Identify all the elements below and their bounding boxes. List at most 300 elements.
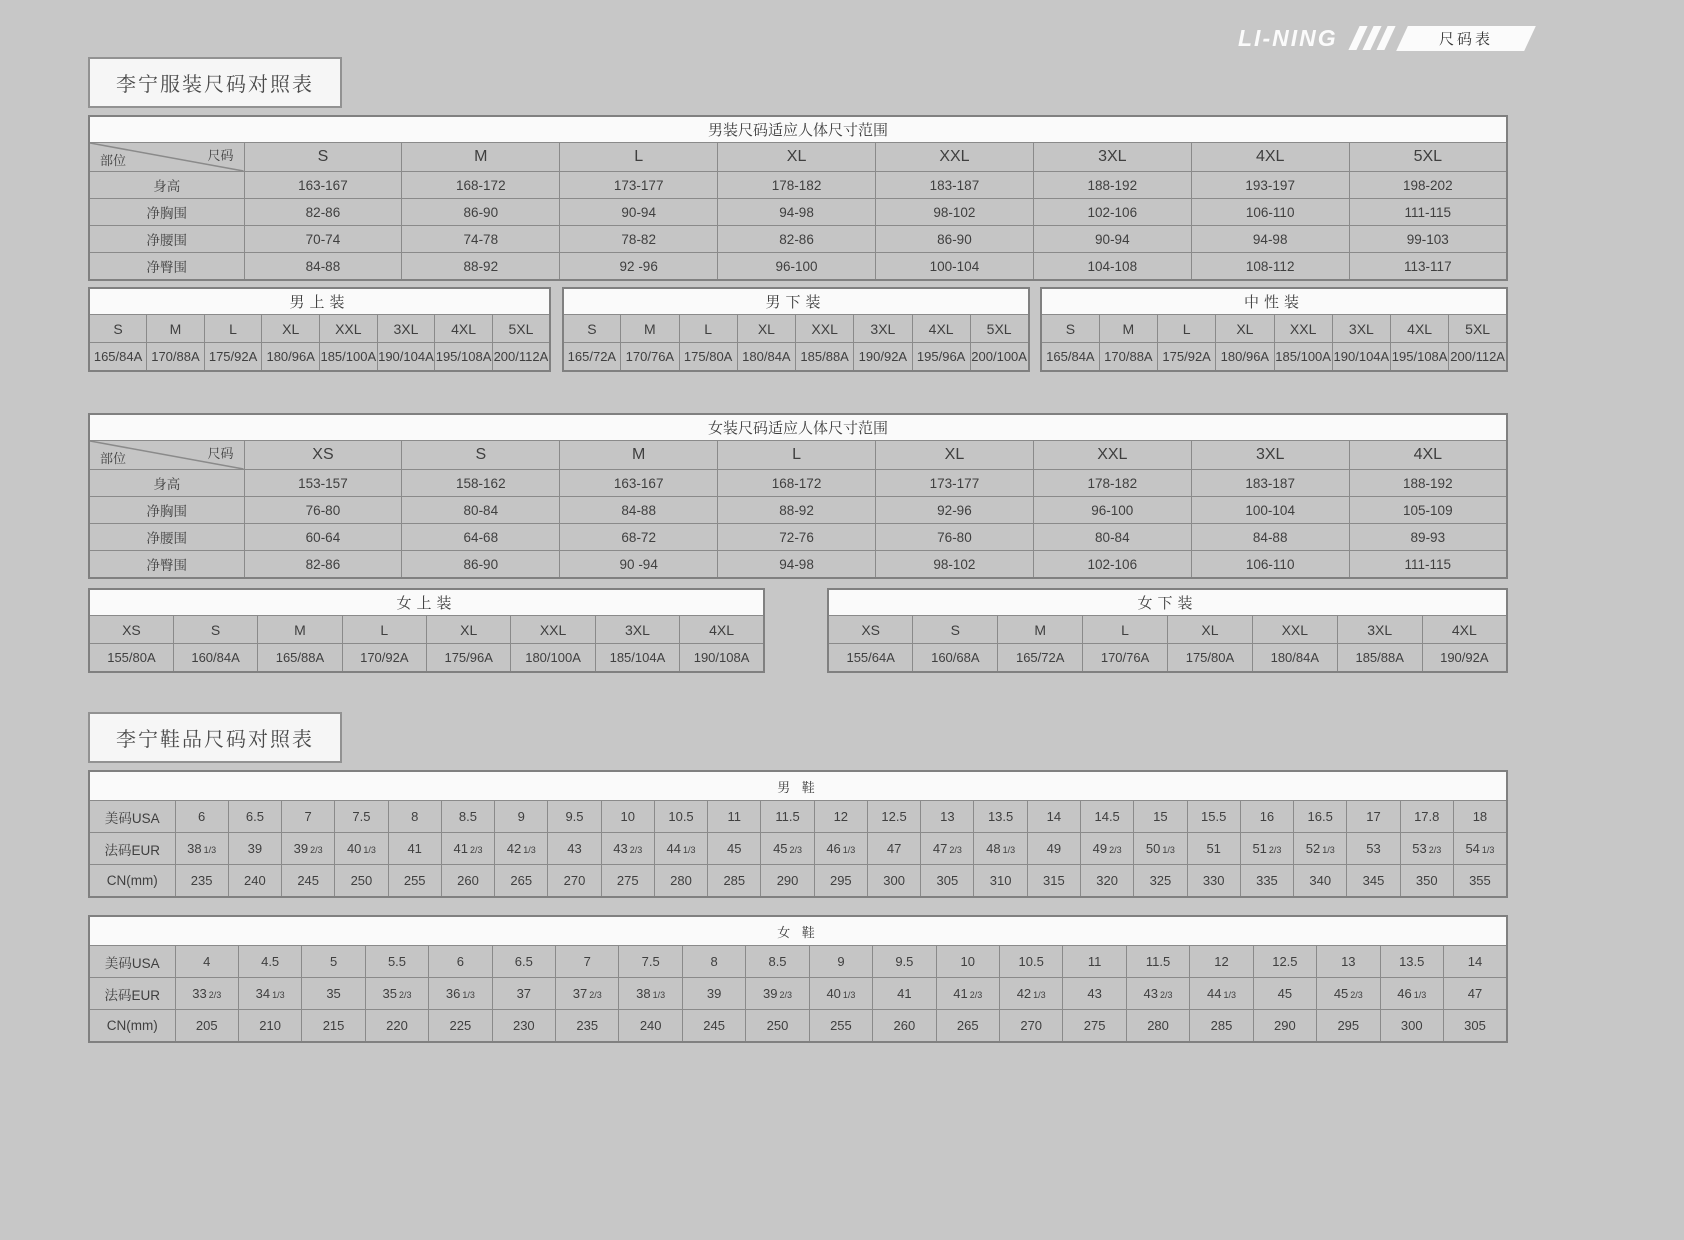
- shoe-row-label-cell: CN(mm): [89, 1010, 175, 1043]
- shoe-size-usa-cell: 4: [175, 946, 238, 978]
- shoe-size-eur-cell: 38 1/3: [619, 978, 682, 1010]
- fraction-label: 1/3: [1033, 990, 1046, 1000]
- unisex-table: [1040, 287, 1508, 372]
- size-range-cell: 111-115: [1349, 199, 1507, 226]
- size-header-cell: XXL: [1252, 616, 1337, 644]
- size-header-cell: 4XL: [1191, 143, 1349, 172]
- size-range-cell: 98-102: [876, 199, 1034, 226]
- shoe-size-cn-cell: 265: [936, 1010, 999, 1043]
- fraction-label: 1/3: [1162, 845, 1175, 855]
- size-header-cell: S: [173, 616, 257, 644]
- shoe-size-cn-cell: 325: [1134, 865, 1187, 898]
- size-range-cell: 92-96: [876, 497, 1034, 524]
- size-header-cell: 3XL: [1337, 616, 1422, 644]
- size-header-cell: 5XL: [970, 315, 1028, 343]
- size-range-cell: 188-192: [1033, 172, 1191, 199]
- shoe-size-eur-cell: 49: [1027, 833, 1080, 865]
- table-title-band: 女上装: [89, 589, 764, 616]
- shoe-size-usa-cell: 15.5: [1187, 801, 1240, 833]
- fraction-label: 2/3: [629, 845, 643, 855]
- size-range-cell: 168-172: [718, 470, 876, 497]
- fraction-label: 1/3: [363, 845, 376, 855]
- shoe-size-usa-cell: 10.5: [999, 946, 1062, 978]
- size-header-cell: M: [147, 315, 205, 343]
- size-spec-cell: 195/96A: [912, 343, 970, 372]
- size-header-cell: 5XL: [1349, 143, 1507, 172]
- shoe-size-usa-cell: 16: [1240, 801, 1293, 833]
- size-spec-cell: 185/88A: [796, 343, 854, 372]
- shoe-size-cn-cell: 255: [809, 1010, 872, 1043]
- womens-tops-table: [88, 588, 765, 673]
- fraction-label: 2/3: [779, 990, 792, 1000]
- shoe-size-cn-cell: 260: [873, 1010, 936, 1043]
- shoe-size-usa-cell: 14.5: [1081, 801, 1134, 833]
- shoe-size-eur-cell: 41: [873, 978, 936, 1010]
- size-header-cell: XL: [262, 315, 320, 343]
- size-header-cell: 4XL: [1349, 441, 1507, 470]
- size-header-cell: M: [560, 441, 718, 470]
- table-title-band: 男上装: [89, 288, 550, 315]
- fraction-label: 1/3: [1413, 990, 1427, 1000]
- shoe-size-eur-cell: 47: [867, 833, 920, 865]
- size-spec-cell: 190/92A: [854, 343, 912, 372]
- size-chart-tag: [1396, 26, 1536, 51]
- shoe-size-eur-cell: 38 1/3: [175, 833, 228, 865]
- fraction-label: 2/3: [589, 990, 602, 1000]
- shoe-size-cn-cell: 275: [601, 865, 654, 898]
- shoe-size-cn-cell: 235: [556, 1010, 619, 1043]
- size-spec-cell: 185/88A: [1337, 644, 1422, 673]
- fraction-label: 1/3: [1481, 845, 1495, 855]
- size-spec-cell: 170/76A: [621, 343, 679, 372]
- fraction-label: 2/3: [789, 845, 803, 855]
- size-header-cell: XXL: [796, 315, 854, 343]
- shoe-size-usa-cell: 6: [429, 946, 492, 978]
- fraction-label: 1/3: [462, 990, 475, 1000]
- fraction-label: 2/3: [398, 990, 412, 1000]
- fraction-label: 2/3: [1109, 845, 1122, 855]
- size-range-cell: 86-90: [402, 199, 560, 226]
- shoe-size-cn-cell: 220: [365, 1010, 428, 1043]
- size-spec-cell: 180/84A: [737, 343, 795, 372]
- shoe-size-eur-cell: 36 1/3: [429, 978, 492, 1010]
- size-range-cell: 94-98: [718, 551, 876, 579]
- shoe-size-eur-cell: 45: [708, 833, 761, 865]
- size-range-cell: 74-78: [402, 226, 560, 253]
- measure-label-cell: 净胸围: [89, 199, 244, 226]
- size-range-cell: 90-94: [1033, 226, 1191, 253]
- shoe-size-cn-cell: 260: [441, 865, 494, 898]
- size-range-cell: 163-167: [244, 172, 402, 199]
- size-range-cell: 193-197: [1191, 172, 1349, 199]
- size-range-cell: 84-88: [560, 497, 718, 524]
- shoe-size-eur-cell: 43: [548, 833, 601, 865]
- size-header-cell: S: [244, 143, 402, 172]
- fraction-label: 1/3: [1002, 845, 1016, 855]
- size-range-cell: 60-64: [244, 524, 402, 551]
- size-header-cell: L: [342, 616, 426, 644]
- size-chart-tag-label: 尺码表: [1438, 30, 1493, 48]
- shoe-size-usa-cell: 10: [936, 946, 999, 978]
- shoe-size-cn-cell: 335: [1240, 865, 1293, 898]
- size-range-cell: 82-86: [718, 226, 876, 253]
- size-spec-cell: 155/80A: [89, 644, 173, 673]
- size-spec-cell: 175/92A: [204, 343, 262, 372]
- shoe-size-eur-cell: 48 1/3: [974, 833, 1027, 865]
- size-range-cell: 106-110: [1191, 199, 1349, 226]
- measure-label-cell: 身高: [89, 172, 244, 199]
- size-spec-cell: 175/92A: [1158, 343, 1216, 372]
- size-range-cell: 106-110: [1191, 551, 1349, 579]
- shoe-size-eur-cell: 51 2/3: [1240, 833, 1293, 865]
- shoe-size-cn-cell: 225: [429, 1010, 492, 1043]
- shoe-size-cn-cell: 300: [867, 865, 920, 898]
- shoe-size-usa-cell: 9.5: [873, 946, 936, 978]
- measure-label-cell: 净臀围: [89, 253, 244, 281]
- fraction-label: 1/3: [272, 990, 285, 1000]
- shoe-size-eur-cell: 53: [1347, 833, 1400, 865]
- size-range-cell: 86-90: [876, 226, 1034, 253]
- shoe-size-eur-cell: 44 1/3: [654, 833, 707, 865]
- size-header-cell: L: [1158, 315, 1216, 343]
- size-range-cell: 178-182: [718, 172, 876, 199]
- fraction-label: 1/3: [523, 845, 536, 855]
- shoe-size-cn-cell: 240: [619, 1010, 682, 1043]
- shoe-row-label-cell: 美码USA: [89, 801, 175, 833]
- size-header-cell: 3XL: [595, 616, 679, 644]
- table-title-band: 男装尺码适应人体尺寸范围: [89, 116, 1507, 143]
- size-spec-cell: 165/88A: [258, 644, 342, 673]
- size-range-cell: 108-112: [1191, 253, 1349, 281]
- size-header-cell: XS: [89, 616, 173, 644]
- size-spec-cell: 180/96A: [1216, 343, 1274, 372]
- size-header-cell: 4XL: [435, 315, 493, 343]
- size-header-cell: 3XL: [1033, 143, 1191, 172]
- size-range-cell: 76-80: [876, 524, 1034, 551]
- shoe-size-cn-cell: 245: [682, 1010, 745, 1043]
- size-range-cell: 90 -94: [560, 551, 718, 579]
- size-spec-cell: 160/68A: [913, 644, 998, 673]
- shoe-size-usa-cell: 10: [601, 801, 654, 833]
- size-range-cell: 80-84: [402, 497, 560, 524]
- shoe-size-usa-cell: 5: [302, 946, 365, 978]
- size-header-cell: L: [1083, 616, 1168, 644]
- shoe-size-cn-cell: 250: [335, 865, 388, 898]
- size-range-cell: 183-187: [1191, 470, 1349, 497]
- size-header-cell: XXL: [876, 143, 1034, 172]
- size-range-cell: 153-157: [244, 470, 402, 497]
- fraction-label: 1/3: [203, 845, 217, 855]
- shoe-row-label-cell: 法码EUR: [89, 833, 175, 865]
- size-range-cell: 173-177: [560, 172, 718, 199]
- fraction-label: 1/3: [1322, 845, 1335, 855]
- shoe-size-eur-cell: 43 2/3: [601, 833, 654, 865]
- shoe-size-eur-cell: 39: [228, 833, 281, 865]
- measure-label-cell: 身高: [89, 470, 244, 497]
- shoe-size-usa-cell: 9.5: [548, 801, 601, 833]
- size-range-cell: 178-182: [1033, 470, 1191, 497]
- shoe-size-usa-cell: 7: [556, 946, 619, 978]
- shoe-size-eur-cell: 41 2/3: [936, 978, 999, 1010]
- shoe-size-eur-cell: 35 2/3: [365, 978, 428, 1010]
- fraction-label: 2/3: [969, 990, 983, 1000]
- shoe-size-eur-cell: 47 2/3: [921, 833, 974, 865]
- shoe-size-eur-cell: 37 2/3: [556, 978, 619, 1010]
- size-header-cell: S: [402, 441, 560, 470]
- size-spec-cell: 175/80A: [1168, 644, 1253, 673]
- shoe-size-eur-cell: 40 1/3: [809, 978, 872, 1010]
- shoe-size-usa-cell: 5.5: [365, 946, 428, 978]
- measure-label-cell: 净胸围: [89, 497, 244, 524]
- size-header-cell: XL: [876, 441, 1034, 470]
- shoe-size-cn-cell: 205: [175, 1010, 238, 1043]
- shoe-row-label-cell: 美码USA: [89, 946, 175, 978]
- shoe-size-usa-cell: 13.5: [1380, 946, 1443, 978]
- size-header-cell: 5XL: [492, 315, 550, 343]
- shoe-size-usa-cell: 10.5: [654, 801, 707, 833]
- fraction-label: 2/3: [310, 845, 323, 855]
- womens-shoes-table: [88, 915, 1508, 1043]
- size-range-cell: 198-202: [1349, 172, 1507, 199]
- table-title-band: 中性装: [1041, 288, 1507, 315]
- size-range-cell: 82-86: [244, 199, 402, 226]
- shoe-size-eur-cell: 43: [1063, 978, 1126, 1010]
- corner-size-label: 尺码: [207, 446, 234, 461]
- shoe-size-cn-cell: 280: [1126, 1010, 1189, 1043]
- size-range-cell: 88-92: [402, 253, 560, 281]
- size-spec-cell: 165/84A: [89, 343, 147, 372]
- size-range-cell: 96-100: [1033, 497, 1191, 524]
- size-range-cell: 183-187: [876, 172, 1034, 199]
- shoe-size-eur-cell: 41 2/3: [441, 833, 494, 865]
- size-spec-cell: 180/84A: [1252, 644, 1337, 673]
- shoe-size-eur-cell: 37: [492, 978, 555, 1010]
- size-spec-cell: 170/88A: [147, 343, 205, 372]
- table-title-band: 女 鞋: [89, 916, 1507, 946]
- size-header-cell: 4XL: [912, 315, 970, 343]
- shoe-size-usa-cell: 14: [1027, 801, 1080, 833]
- shoe-size-usa-cell: 17: [1347, 801, 1400, 833]
- size-range-cell: 168-172: [402, 172, 560, 199]
- fraction-label: 2/3: [1428, 845, 1442, 855]
- shoe-size-eur-cell: 44 1/3: [1190, 978, 1253, 1010]
- size-range-cell: 105-109: [1349, 497, 1507, 524]
- shoe-size-usa-cell: 8: [388, 801, 441, 833]
- shoe-size-eur-cell: 51: [1187, 833, 1240, 865]
- size-spec-cell: 165/84A: [1041, 343, 1099, 372]
- size-header-cell: S: [563, 315, 621, 343]
- shoe-size-usa-cell: 8.5: [441, 801, 494, 833]
- shoe-size-cn-cell: 295: [1317, 1010, 1380, 1043]
- size-header-cell: M: [1099, 315, 1157, 343]
- size-header-cell: XS: [828, 616, 913, 644]
- shoe-size-usa-cell: 13: [921, 801, 974, 833]
- size-spec-cell: 195/108A: [1391, 343, 1449, 372]
- shoe-size-eur-cell: 34 1/3: [238, 978, 301, 1010]
- size-range-cell: 99-103: [1349, 226, 1507, 253]
- shoe-size-cn-cell: 215: [302, 1010, 365, 1043]
- shoe-size-cn-cell: 345: [1347, 865, 1400, 898]
- brand-logo: LI-NING: [1238, 24, 1338, 51]
- size-range-cell: 104-108: [1033, 253, 1191, 281]
- shoe-size-cn-cell: 280: [654, 865, 707, 898]
- size-header-cell: XXL: [511, 616, 595, 644]
- fraction-label: 2/3: [1160, 990, 1173, 1000]
- shoe-size-usa-cell: 9: [809, 946, 872, 978]
- size-header-cell: L: [718, 441, 876, 470]
- size-spec-cell: 165/72A: [998, 644, 1083, 673]
- size-header-cell: XXL: [1033, 441, 1191, 470]
- size-header-cell: 3XL: [1191, 441, 1349, 470]
- shoe-size-cn-cell: 270: [999, 1010, 1062, 1043]
- size-range-cell: 84-88: [244, 253, 402, 281]
- size-header-cell: XL: [718, 143, 876, 172]
- size-range-cell: 102-106: [1033, 199, 1191, 226]
- size-spec-cell: 155/64A: [828, 644, 913, 673]
- size-range-cell: 94-98: [1191, 226, 1349, 253]
- size-header-cell: XXL: [1274, 315, 1332, 343]
- shoe-size-usa-cell: 16.5: [1294, 801, 1347, 833]
- size-header-cell: L: [204, 315, 262, 343]
- size-header-cell: 5XL: [1449, 315, 1507, 343]
- shoe-size-cn-cell: 285: [1190, 1010, 1253, 1043]
- size-spec-cell: 175/96A: [427, 644, 511, 673]
- mens-tops-table: [88, 287, 551, 372]
- size-spec-cell: 185/100A: [1274, 343, 1332, 372]
- shoe-size-usa-cell: 12: [1190, 946, 1253, 978]
- size-header-cell: M: [258, 616, 342, 644]
- shoe-size-eur-cell: 43 2/3: [1126, 978, 1189, 1010]
- shoe-size-cn-cell: 340: [1294, 865, 1347, 898]
- size-range-cell: 98-102: [876, 551, 1034, 579]
- shoe-size-usa-cell: 7.5: [619, 946, 682, 978]
- fraction-label: 1/3: [652, 990, 666, 1000]
- size-range-cell: 76-80: [244, 497, 402, 524]
- size-range-cell: 88-92: [718, 497, 876, 524]
- size-range-cell: 96-100: [718, 253, 876, 281]
- shoe-size-usa-cell: 11.5: [1126, 946, 1189, 978]
- size-spec-cell: 195/108A: [435, 343, 493, 372]
- size-spec-cell: 190/92A: [1422, 644, 1507, 673]
- shoe-size-eur-cell: 33 2/3: [175, 978, 238, 1010]
- shoe-size-usa-cell: 12: [814, 801, 867, 833]
- shoe-size-usa-cell: 7.5: [335, 801, 388, 833]
- shoe-size-usa-cell: 7: [282, 801, 335, 833]
- size-range-cell: 163-167: [560, 470, 718, 497]
- shoe-size-cn-cell: 305: [1443, 1010, 1507, 1043]
- brand-slashes-icon: [1354, 26, 1390, 50]
- size-range-cell: 64-68: [402, 524, 560, 551]
- size-spec-cell: 185/104A: [595, 644, 679, 673]
- shoe-size-usa-cell: 11: [1063, 946, 1126, 978]
- size-spec-cell: 170/76A: [1083, 644, 1168, 673]
- size-header-cell: M: [621, 315, 679, 343]
- shoe-size-cn-cell: 230: [492, 1010, 555, 1043]
- shoe-size-usa-cell: 14: [1443, 946, 1507, 978]
- corner-cell: [89, 143, 244, 172]
- fraction-label: 2/3: [949, 845, 962, 855]
- shoe-size-eur-cell: 40 1/3: [335, 833, 388, 865]
- mens-strip-tables: [88, 287, 1508, 372]
- fraction-label: 2/3: [1350, 990, 1363, 1000]
- fraction-label: 1/3: [842, 845, 856, 855]
- size-spec-cell: 185/100A: [320, 343, 378, 372]
- table-title-band: 男下装: [563, 288, 1029, 315]
- fraction-label: 2/3: [1268, 845, 1282, 855]
- shoe-size-eur-cell: 46 1/3: [814, 833, 867, 865]
- size-range-cell: 158-162: [402, 470, 560, 497]
- shoe-size-usa-cell: 13.5: [974, 801, 1027, 833]
- shoe-size-eur-cell: 52 1/3: [1294, 833, 1347, 865]
- shoe-size-eur-cell: 53 2/3: [1400, 833, 1453, 865]
- size-range-cell: 86-90: [402, 551, 560, 579]
- size-range-cell: 78-82: [560, 226, 718, 253]
- shoe-size-cn-cell: 250: [746, 1010, 809, 1043]
- size-spec-cell: 190/104A: [1332, 343, 1390, 372]
- shoe-size-eur-cell: 49 2/3: [1081, 833, 1134, 865]
- measure-label-cell: 净腰围: [89, 226, 244, 253]
- fraction-label: 1/3: [1223, 990, 1236, 1000]
- shoe-row-label-cell: CN(mm): [89, 865, 175, 898]
- shoe-size-eur-cell: 54 1/3: [1453, 833, 1507, 865]
- table-title-band: 女装尺码适应人体尺寸范围: [89, 414, 1507, 441]
- size-range-cell: 111-115: [1349, 551, 1507, 579]
- fraction-label: 1/3: [842, 990, 856, 1000]
- shoe-size-eur-cell: 42 1/3: [999, 978, 1062, 1010]
- size-spec-cell: 200/112A: [1449, 343, 1507, 372]
- size-range-cell: 82-86: [244, 551, 402, 579]
- shoe-size-eur-cell: 41: [388, 833, 441, 865]
- shoe-size-eur-cell: 35: [302, 978, 365, 1010]
- shoe-size-cn-cell: 285: [708, 865, 761, 898]
- shoe-size-eur-cell: 46 1/3: [1380, 978, 1443, 1010]
- size-header-cell: S: [1041, 315, 1099, 343]
- clothing-section-title: 李宁服装尺码对照表: [88, 57, 342, 108]
- shoe-size-eur-cell: 50 1/3: [1134, 833, 1187, 865]
- shoe-size-cn-cell: 300: [1380, 1010, 1443, 1043]
- size-range-cell: 89-93: [1349, 524, 1507, 551]
- shoe-size-cn-cell: 320: [1081, 865, 1134, 898]
- shoe-size-cn-cell: 270: [548, 865, 601, 898]
- corner-part-label: 部位: [100, 451, 127, 466]
- size-header-cell: 3XL: [854, 315, 912, 343]
- womens-strip-tables: [88, 588, 1508, 673]
- womens-bottoms-table: [827, 588, 1508, 673]
- shoe-size-cn-cell: 290: [761, 865, 814, 898]
- shoe-size-eur-cell: 45 2/3: [1317, 978, 1380, 1010]
- size-header-cell: S: [913, 616, 998, 644]
- size-header-cell: XXL: [320, 315, 378, 343]
- size-range-cell: 68-72: [560, 524, 718, 551]
- size-spec-cell: 175/80A: [679, 343, 737, 372]
- brand-bar: [1238, 24, 1530, 52]
- shoe-size-usa-cell: 8.5: [746, 946, 809, 978]
- size-range-cell: 100-104: [1191, 497, 1349, 524]
- shoe-size-usa-cell: 6: [175, 801, 228, 833]
- size-header-cell: 3XL: [377, 315, 435, 343]
- shoe-size-usa-cell: 8: [682, 946, 745, 978]
- shoe-size-cn-cell: 310: [974, 865, 1027, 898]
- size-header-cell: L: [679, 315, 737, 343]
- corner-part-label: 部位: [100, 153, 127, 168]
- size-header-cell: 4XL: [1422, 616, 1507, 644]
- size-header-cell: 4XL: [680, 616, 764, 644]
- shoe-size-usa-cell: 4.5: [238, 946, 301, 978]
- shoe-size-cn-cell: 350: [1400, 865, 1453, 898]
- size-range-cell: 72-76: [718, 524, 876, 551]
- size-range-cell: 80-84: [1033, 524, 1191, 551]
- size-header-cell: 3XL: [1332, 315, 1390, 343]
